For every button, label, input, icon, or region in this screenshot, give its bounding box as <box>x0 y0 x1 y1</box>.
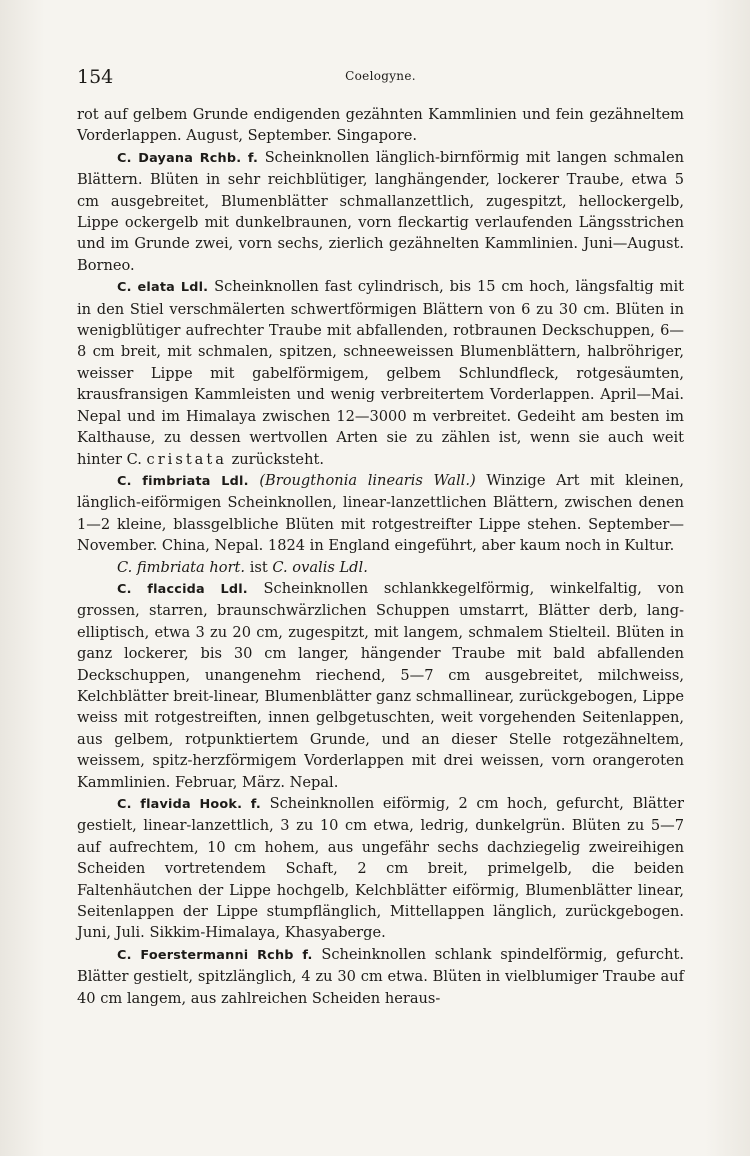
entry-flaccida <box>77 578 684 793</box>
page-body <box>77 104 684 1009</box>
species-name: C. flaccida Ldl. <box>117 581 248 597</box>
synonym: (Brougthonia linearis Wall.) <box>259 471 476 489</box>
entry-flavida <box>77 793 684 944</box>
species-name: C. elata Ldl. <box>117 280 209 296</box>
entry-dayana <box>77 147 684 276</box>
entry-text: Winzige Art mit kleinen, länglich-eiförmigen Scheinknollen, linear-lanzettlichen Blättern, zwischen denen 1—2 kleine, blassgelbliche Blüten mit rotgestreifter Lippe stehen. September—November. China, Nepal. 1824 in England eingeführt, aber kaum noch in Kultur. <box>77 471 685 555</box>
entry-foerstermanni <box>77 944 684 1009</box>
species-name: C. Foerstermanni Rchb f. <box>117 947 313 963</box>
entry-text: Scheinknollen schlankkegelförmig, winkelfaltig, von grossen, starren, braunschwärzlichen Schuppen umstarrt, Blätter derb, lang-elliptisch, etwa 3 zu 20 cm, zugespitzt, mit langem, schmalem Stielteil. Blüten in ganz lockerer, bis 30 cm langer, hängender Traube mit bald abfallenden Deckschuppen, unangenehm riechend, 5—7 cm ausgebreitet, milchweiss, Kelchblätter breit-linear, Blumenblätter ganz schmallinear, zurückgebogen, Lippe weiss mit rotgestreiften, innen gelbgetuschten, weit vorgehenden Seitenlappen, aus gelbem, rotpunktiertem Grunde, und an dieser Stelle rotgezähneltem, weissem, spitz-herzförmigem Vorderlappen mit drei weissen, vorn orangeroten Kammlinien. Februar, März. Nepal. <box>77 579 684 791</box>
species-name: C. fimbriata Ldl. <box>117 473 249 489</box>
entry-text: Scheinknollen länglich-birnförmig mit langen schmalen Blättern. Blüten in sehr reichblütiger, langhängender, lockerer Traube, etwa 5 cm ausgebreitet, Blumenblätter schmallanzettlich, zugespitzt, hellockergelb, Lippe ockergelb mit dunkelbraunen, vorn fleckartig verlaufenden Längsstrichen und im Grunde zwei, vorn sechs, zierlich gezähnelten Kammlinien. Juni—August. Borneo. <box>77 148 685 274</box>
entry-text: Scheinknollen fast cylindrisch, bis 15 cm hoch, längsfaltig mit in den Stiel verschmälerten schwertförmigen Blättern von 6 zu 30 cm. Blüten in wenigblütiger aufrechter Traube mit abfallenden, rotbraunen Deckschuppen, 6—8 cm breit, mit schmalen, spitzen, schneeweissen Blumenblättern, halbröhriger, weisser Lippe mit gabelförmigem, gelbem Schlundfleck, rotgesäumten, krausfransigen Kammleisten und wenig verbreitertem Vorderlappen. April—Mai. Nepal und im Himalaya zwischen 12—3000 m verbreitet. Gedeiht am besten im Kalthause, zu dessen wertvollen Arten sie zu zählen ist, wenn sie auch weit hinter C. <box>77 278 684 468</box>
species-name: C. flavida Hook. f. <box>117 797 261 812</box>
synonym-target: C. ovalis Ldl. <box>272 558 368 576</box>
entry-text: Scheinknollen eiförmig, 2 cm hoch, gefurcht, Blätter gestielt, linear-lanzettlich, 3 zu 10 cm etwa, ledrig, dunkelgrün. Blüten zu 5—7 auf aufrechtem, 10 cm hohem, aus ungefähr sechs dachziegelig zweireihigen Scheiden vortretendem Schaft, 2 cm breit, primelgelb, die beiden Faltenhäutchen der Lippe hochgelb, Kelchblätter eiförmig, Blumenblätter linear, Seitenlappen der Lippe stumpflänglich, Mittellappen länglich, zurückgebogen. Juni, Juli. Sikkim-Himalaya, Khasyaberge. <box>77 795 684 942</box>
running-head: Coelogyne. <box>345 69 416 83</box>
entry-fimbriata-hort <box>77 557 684 578</box>
entry-elata <box>77 276 684 470</box>
page-header <box>77 66 684 90</box>
species-name: C. Dayana Rchb. f. <box>117 150 259 166</box>
synonym-link-word: ist <box>249 558 268 576</box>
entry-fimbriata <box>77 470 684 557</box>
entry-text-tail: zurücksteht. <box>231 450 324 468</box>
entry-text: Scheinknollen schlank spindelförmig, gefurcht. Blätter gestielt, spitzlänglich, 4 zu 30 cm etwa. Blüten in vielblumiger Traube auf 40 cm langem, aus zahlreichen Scheiden heraus- <box>77 945 684 1007</box>
synonym-name: C. fimbriata hort. <box>117 558 246 576</box>
paragraph-continuation: rot auf gelbem Grunde endigenden gezähnten Kammlinien und fein gezähneltem Vorderlappen. August, September. Singapore. <box>77 106 684 145</box>
page-number: 154 <box>77 66 114 88</box>
cross-reference: cristata <box>146 450 227 468</box>
